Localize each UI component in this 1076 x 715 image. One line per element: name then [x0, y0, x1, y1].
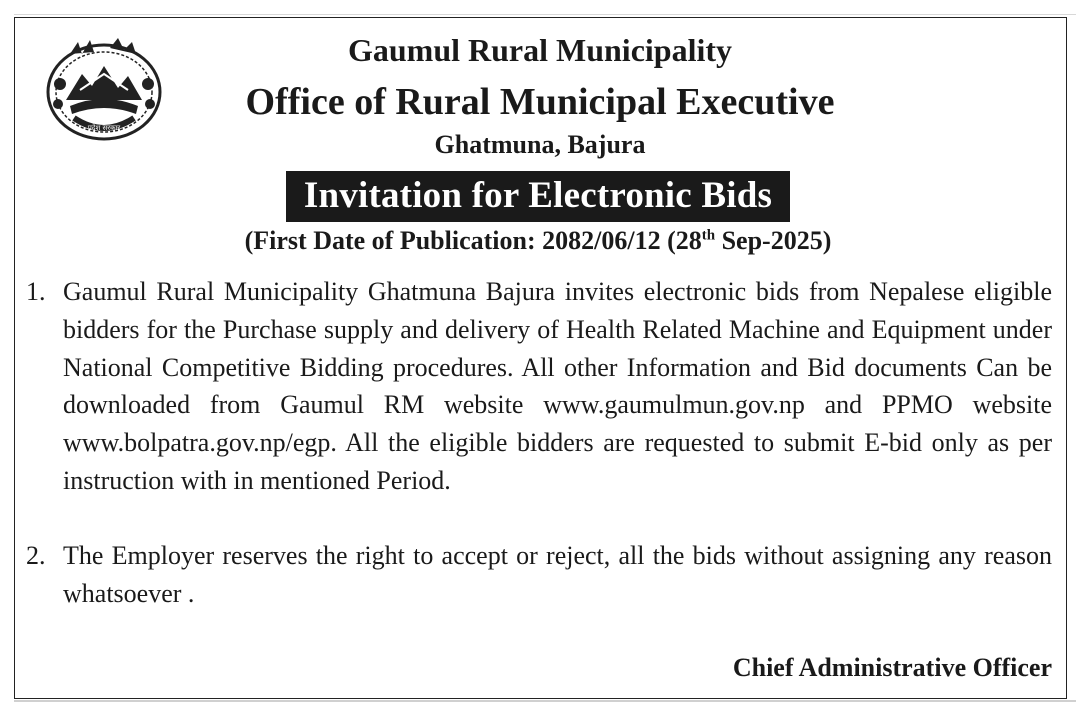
- bottom-divider: [14, 700, 1076, 702]
- municipality-name: Gaumul Rural Municipality: [347, 32, 733, 68]
- item-number: 2.: [26, 541, 46, 570]
- notice-item-2: [26, 537, 1052, 613]
- emblem-caption: प्रदेश सरकार: [87, 124, 121, 132]
- top-divider: [14, 14, 1076, 15]
- notice-title-banner: Invitation for Electronic Bids: [286, 171, 790, 222]
- item-number: 1.: [26, 277, 46, 306]
- office-location: Ghatmuna, Bajura: [434, 130, 646, 159]
- office-name: Office of Rural Municipal Executive: [245, 81, 835, 123]
- nepal-government-emblem-icon: [40, 34, 168, 144]
- publication-date: (First Date of Publication: 2082/06/12 (28th Sep-2025): [244, 226, 832, 255]
- notice-item-1: [26, 273, 1052, 500]
- item-text: Gaumul Rural Municipality Ghatmuna Bajura invites electronic bids from Nepalese eligible bidders for the Purchase supply and delivery of Health Related Machine and Equipment under National Competitive Bidding procedures. All other Information and Bid documents Can be downloaded from Gaumul RM website www.gaumulmun.gov.np and PPMO website www.bolpatra.gov.np/egp. All the eligible bidders are requested to submit E-bid only as per instruction with in mentioned Period.: [63, 277, 1052, 495]
- signature-title: Chief Administrative Officer: [732, 653, 1052, 682]
- item-text: The Employer reserves the right to accept or reject, all the bids without assigning any reason whatsoever .: [63, 541, 1052, 608]
